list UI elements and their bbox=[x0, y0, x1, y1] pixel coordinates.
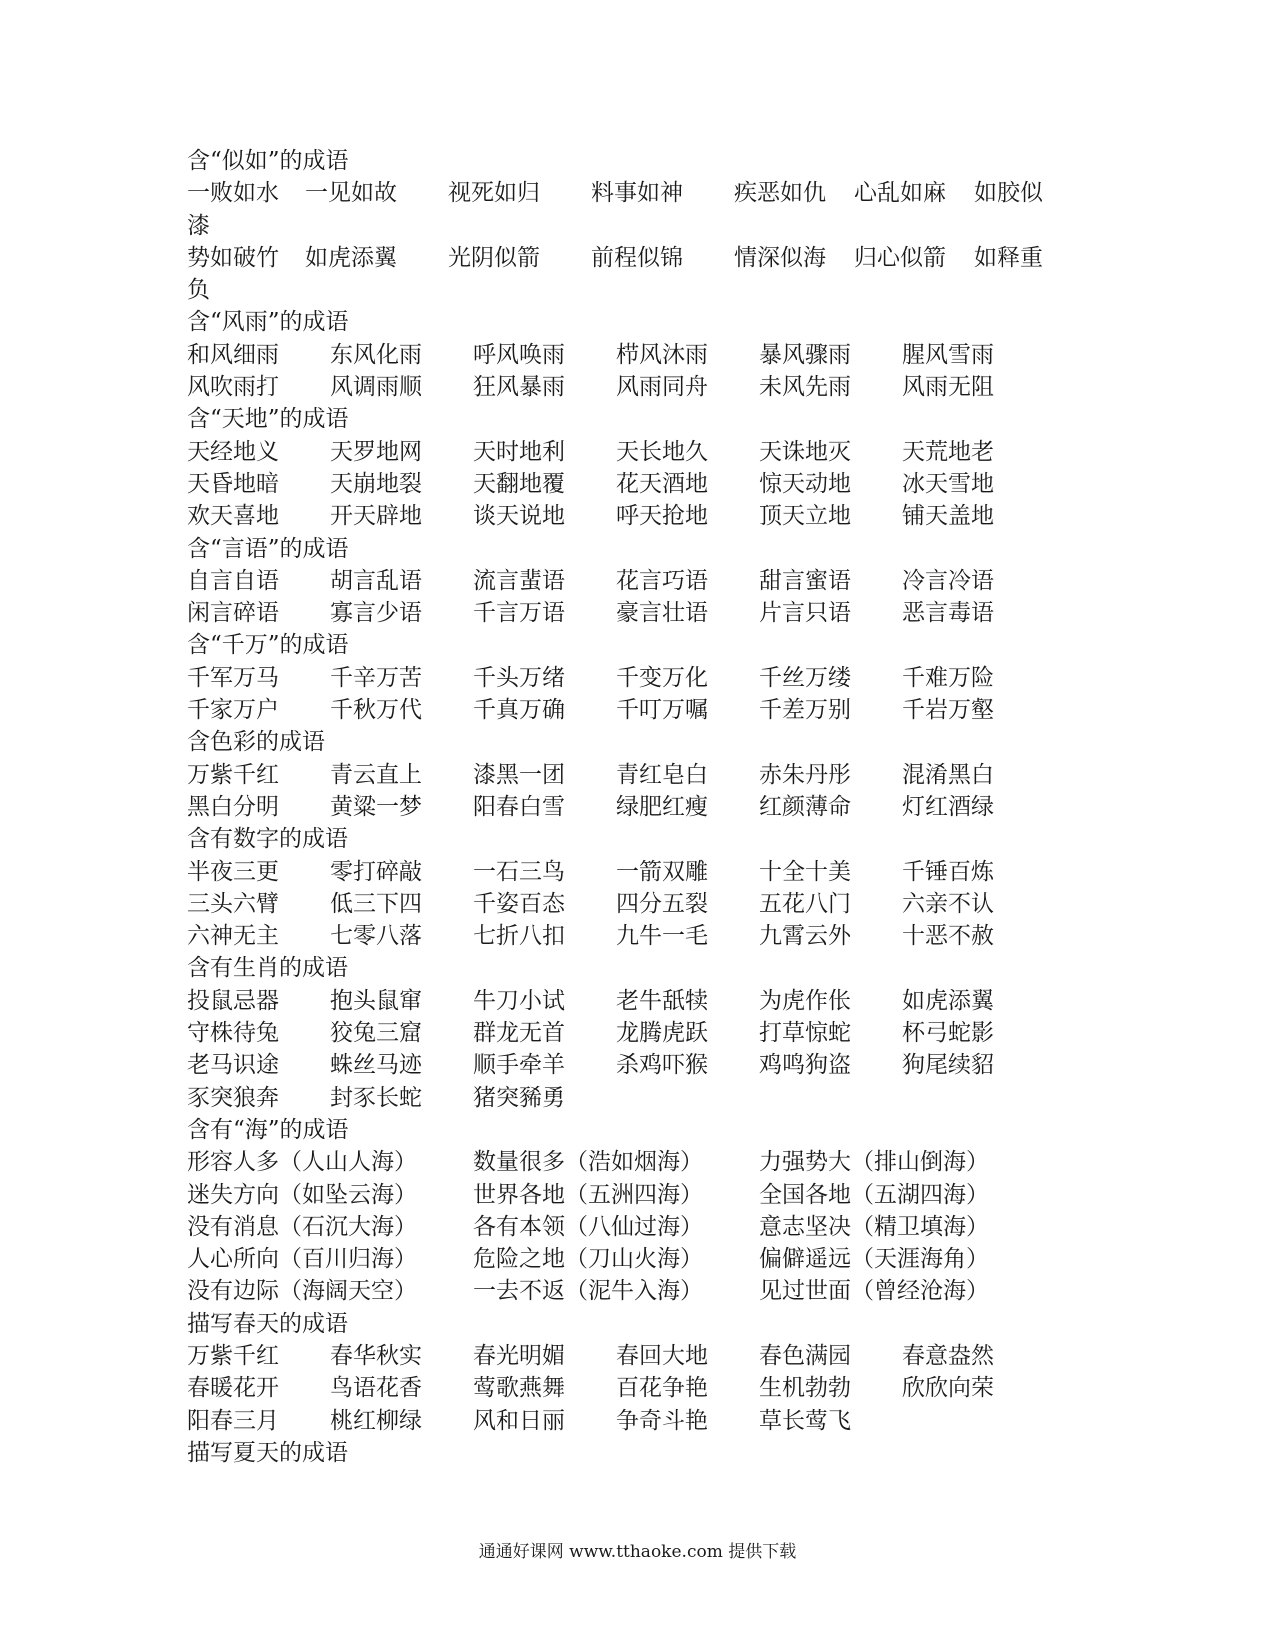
document-body bbox=[187, 145, 1087, 1469]
idiom: 风调雨顺 bbox=[330, 374, 422, 401]
idiom: 风吹雨打 bbox=[187, 374, 279, 401]
idiom: 疾恶如仇 bbox=[734, 180, 826, 207]
idiom: 开天辟地 bbox=[330, 503, 422, 530]
idiom: 风和日丽 bbox=[473, 1407, 565, 1434]
section-heading: 含色彩的成语 bbox=[187, 729, 325, 756]
idiom: 天崩地裂 bbox=[330, 470, 422, 497]
idiom: 草长莺飞 bbox=[759, 1407, 851, 1434]
idiom: 闲言碎语 bbox=[187, 600, 279, 627]
idiom: 意志坚决（精卫填海） bbox=[759, 1213, 989, 1240]
idiom: 狗尾续貂 bbox=[902, 1052, 994, 1079]
idiom: 谈天说地 bbox=[473, 503, 565, 530]
idiom-row bbox=[187, 1243, 1087, 1275]
idiom: 天诛地灭 bbox=[759, 438, 851, 465]
idiom: 九牛一毛 bbox=[616, 923, 708, 950]
idiom-row bbox=[187, 888, 1087, 920]
idiom: 人心所向（百川归海） bbox=[187, 1246, 417, 1273]
idiom: 零打碎敲 bbox=[330, 858, 422, 885]
idiom: 料事如神 bbox=[591, 180, 683, 207]
idiom: 没有边际（海阔天空） bbox=[187, 1278, 417, 1305]
idiom: 寡言少语 bbox=[330, 600, 422, 627]
idiom: 千言万语 bbox=[473, 600, 565, 627]
idiom: 形容人多（人山人海） bbox=[187, 1149, 417, 1176]
idiom: 千军万马 bbox=[187, 664, 279, 691]
section-heading: 含有生肖的成语 bbox=[187, 955, 348, 982]
section-heading: 含“千万”的成语 bbox=[187, 632, 349, 659]
idiom-row bbox=[187, 371, 1087, 403]
idiom: 一石三鸟 bbox=[473, 858, 565, 885]
idiom-row bbox=[187, 759, 1087, 791]
idiom: 风雨无阻 bbox=[902, 374, 994, 401]
idiom: 风雨同舟 bbox=[616, 374, 708, 401]
idiom: 青云直上 bbox=[330, 761, 422, 788]
idiom-row bbox=[187, 177, 1087, 209]
idiom: 视死如归 bbox=[448, 180, 540, 207]
idiom: 猪突豨勇 bbox=[473, 1084, 565, 1111]
page-footer: 通通好课网 www.tthaoke.com 提供下载 bbox=[478, 1542, 797, 1562]
idiom: 惊天动地 bbox=[759, 470, 851, 497]
idiom: 桃红柳绿 bbox=[330, 1407, 422, 1434]
idiom: 漆 bbox=[187, 212, 210, 239]
section-heading: 描写春天的成语 bbox=[187, 1310, 348, 1337]
section-heading: 含有“海”的成语 bbox=[187, 1116, 349, 1143]
idiom: 如虎添翼 bbox=[305, 244, 397, 271]
idiom-row bbox=[187, 1340, 1087, 1372]
idiom: 迷失方向（如坠云海） bbox=[187, 1181, 417, 1208]
idiom: 天时地利 bbox=[473, 438, 565, 465]
idiom: 七零八落 bbox=[330, 923, 422, 950]
idiom: 低三下四 bbox=[330, 890, 422, 917]
idiom: 投鼠忌器 bbox=[187, 987, 279, 1014]
idiom-row bbox=[187, 1211, 1087, 1243]
idiom: 蛛丝马迹 bbox=[330, 1052, 422, 1079]
idiom: 如释重 bbox=[974, 244, 1043, 271]
idiom-row bbox=[187, 242, 1087, 274]
idiom: 春回大地 bbox=[616, 1342, 708, 1369]
idiom-row bbox=[187, 856, 1087, 888]
idiom: 漆黑一团 bbox=[473, 761, 565, 788]
idiom: 情深似海 bbox=[734, 244, 826, 271]
idiom: 千头万绪 bbox=[473, 664, 565, 691]
idiom-row bbox=[187, 210, 1087, 242]
idiom: 天罗地网 bbox=[330, 438, 422, 465]
idiom: 顶天立地 bbox=[759, 503, 851, 530]
idiom: 流言蜚语 bbox=[473, 567, 565, 594]
idiom: 欢天喜地 bbox=[187, 503, 279, 530]
idiom-row bbox=[187, 662, 1087, 694]
idiom: 春色满园 bbox=[759, 1342, 851, 1369]
idiom-row bbox=[187, 791, 1087, 823]
idiom: 如胶似 bbox=[974, 180, 1043, 207]
idiom: 栉风沐雨 bbox=[616, 341, 708, 368]
idiom: 狂风暴雨 bbox=[473, 374, 565, 401]
idiom: 东风化雨 bbox=[330, 341, 422, 368]
idiom: 万紫千红 bbox=[187, 761, 279, 788]
idiom-row bbox=[187, 1405, 1087, 1437]
idiom-row bbox=[187, 500, 1087, 532]
idiom: 千姿百态 bbox=[473, 890, 565, 917]
idiom: 呼天抢地 bbox=[616, 503, 708, 530]
idiom: 春意盎然 bbox=[902, 1342, 994, 1369]
idiom: 铺天盖地 bbox=[902, 503, 994, 530]
idiom: 黄粱一梦 bbox=[330, 793, 422, 820]
idiom: 守株待兔 bbox=[187, 1020, 279, 1047]
idiom: 顺手牵羊 bbox=[473, 1052, 565, 1079]
idiom-row bbox=[187, 597, 1087, 629]
idiom: 归心似箭 bbox=[854, 244, 946, 271]
idiom: 老马识途 bbox=[187, 1052, 279, 1079]
idiom-row bbox=[187, 1372, 1087, 1404]
idiom: 千岩万壑 bbox=[902, 697, 994, 724]
idiom: 百花争艳 bbox=[616, 1375, 708, 1402]
idiom: 十全十美 bbox=[759, 858, 851, 885]
idiom-row bbox=[187, 1179, 1087, 1211]
idiom: 暴风骤雨 bbox=[759, 341, 851, 368]
section-heading: 含“天地”的成语 bbox=[187, 406, 349, 433]
idiom: 十恶不赦 bbox=[902, 923, 994, 950]
idiom: 六亲不认 bbox=[902, 890, 994, 917]
idiom: 黑白分明 bbox=[187, 793, 279, 820]
idiom: 半夜三更 bbox=[187, 858, 279, 885]
idiom: 力强势大（排山倒海） bbox=[759, 1149, 989, 1176]
idiom: 千真万确 bbox=[473, 697, 565, 724]
idiom: 为虎作伥 bbox=[759, 987, 851, 1014]
idiom: 六神无主 bbox=[187, 923, 279, 950]
section-heading: 含“似如”的成语 bbox=[187, 148, 349, 174]
idiom: 一败如水 bbox=[187, 180, 279, 207]
idiom: 千差万别 bbox=[759, 697, 851, 724]
idiom: 花言巧语 bbox=[616, 567, 708, 594]
idiom: 九霄云外 bbox=[759, 923, 851, 950]
idiom: 七折八扣 bbox=[473, 923, 565, 950]
idiom: 三头六臂 bbox=[187, 890, 279, 917]
idiom: 光阴似箭 bbox=[448, 244, 540, 271]
idiom: 千家万户 bbox=[187, 697, 279, 724]
idiom: 千叮万嘱 bbox=[616, 697, 708, 724]
idiom: 绿肥红瘦 bbox=[616, 793, 708, 820]
idiom: 天翻地覆 bbox=[473, 470, 565, 497]
idiom-row bbox=[187, 1146, 1087, 1178]
idiom: 牛刀小试 bbox=[473, 987, 565, 1014]
idiom: 负 bbox=[187, 277, 210, 304]
idiom: 一见如故 bbox=[305, 180, 397, 207]
idiom: 天荒地老 bbox=[902, 438, 994, 465]
idiom: 青红皂白 bbox=[616, 761, 708, 788]
idiom: 鸡鸣狗盗 bbox=[759, 1052, 851, 1079]
idiom: 呼风唤雨 bbox=[473, 341, 565, 368]
idiom: 各有本领（八仙过海） bbox=[473, 1213, 703, 1240]
idiom-row bbox=[187, 1082, 1087, 1114]
idiom: 四分五裂 bbox=[616, 890, 708, 917]
idiom: 天昏地暗 bbox=[187, 470, 279, 497]
idiom-row bbox=[187, 468, 1087, 500]
idiom: 万紫千红 bbox=[187, 1342, 279, 1369]
idiom: 片言只语 bbox=[759, 600, 851, 627]
section-heading: 含“言语”的成语 bbox=[187, 535, 349, 562]
idiom-row bbox=[187, 1049, 1087, 1081]
idiom: 世界各地（五洲四海） bbox=[473, 1181, 703, 1208]
section-heading: 描写夏天的成语 bbox=[187, 1439, 348, 1466]
idiom: 天长地久 bbox=[616, 438, 708, 465]
idiom: 欣欣向荣 bbox=[902, 1375, 994, 1402]
idiom-row bbox=[187, 985, 1087, 1017]
idiom: 胡言乱语 bbox=[330, 567, 422, 594]
idiom: 心乱如麻 bbox=[854, 180, 946, 207]
idiom: 千锤百炼 bbox=[902, 858, 994, 885]
idiom: 阳春白雪 bbox=[473, 793, 565, 820]
idiom: 全国各地（五湖四海） bbox=[759, 1181, 989, 1208]
idiom: 天经地义 bbox=[187, 438, 279, 465]
idiom: 红颜薄命 bbox=[759, 793, 851, 820]
idiom: 豪言壮语 bbox=[616, 600, 708, 627]
idiom: 灯红酒绿 bbox=[902, 793, 994, 820]
idiom: 群龙无首 bbox=[473, 1020, 565, 1047]
idiom: 甜言蜜语 bbox=[759, 567, 851, 594]
idiom: 千秋万代 bbox=[330, 697, 422, 724]
idiom-row bbox=[187, 1017, 1087, 1049]
idiom-row bbox=[187, 565, 1087, 597]
idiom: 数量很多（浩如烟海） bbox=[473, 1149, 703, 1176]
idiom-row bbox=[187, 694, 1087, 726]
idiom: 花天酒地 bbox=[616, 470, 708, 497]
idiom-row bbox=[187, 436, 1087, 468]
idiom: 莺歌燕舞 bbox=[473, 1375, 565, 1402]
idiom: 赤朱丹彤 bbox=[759, 761, 851, 788]
idiom: 见过世面（曾经沧海） bbox=[759, 1278, 989, 1305]
section-heading: 含“风雨”的成语 bbox=[187, 309, 349, 336]
idiom: 狡兔三窟 bbox=[330, 1020, 422, 1047]
idiom-row bbox=[187, 274, 1087, 306]
idiom: 打草惊蛇 bbox=[759, 1020, 851, 1047]
idiom: 杀鸡吓猴 bbox=[616, 1052, 708, 1079]
idiom: 老牛舐犊 bbox=[616, 987, 708, 1014]
idiom: 春光明媚 bbox=[473, 1342, 565, 1369]
idiom: 豕突狼奔 bbox=[187, 1084, 279, 1111]
idiom: 没有消息（石沉大海） bbox=[187, 1213, 417, 1240]
idiom: 千丝万缕 bbox=[759, 664, 851, 691]
idiom: 争奇斗艳 bbox=[616, 1407, 708, 1434]
idiom: 阳春三月 bbox=[187, 1407, 279, 1434]
idiom-row bbox=[187, 339, 1087, 371]
idiom: 春暖花开 bbox=[187, 1375, 279, 1402]
idiom: 龙腾虎跃 bbox=[616, 1020, 708, 1047]
idiom: 和风细雨 bbox=[187, 341, 279, 368]
idiom: 势如破竹 bbox=[187, 244, 279, 271]
idiom: 鸟语花香 bbox=[330, 1375, 422, 1402]
idiom: 生机勃勃 bbox=[759, 1375, 851, 1402]
idiom: 一箭双雕 bbox=[616, 858, 708, 885]
idiom: 混淆黑白 bbox=[902, 761, 994, 788]
idiom: 杯弓蛇影 bbox=[902, 1020, 994, 1047]
idiom: 五花八门 bbox=[759, 890, 851, 917]
idiom: 春华秋实 bbox=[330, 1342, 422, 1369]
idiom: 前程似锦 bbox=[591, 244, 683, 271]
idiom-row bbox=[187, 1275, 1087, 1307]
idiom: 千变万化 bbox=[616, 664, 708, 691]
idiom: 一去不返（泥牛入海） bbox=[473, 1278, 703, 1305]
idiom: 封豕长蛇 bbox=[330, 1084, 422, 1111]
idiom: 未风先雨 bbox=[759, 374, 851, 401]
idiom: 腥风雪雨 bbox=[902, 341, 994, 368]
idiom: 恶言毒语 bbox=[902, 600, 994, 627]
idiom: 偏僻遥远（天涯海角） bbox=[759, 1246, 989, 1273]
idiom: 千辛万苦 bbox=[330, 664, 422, 691]
idiom: 冰天雪地 bbox=[902, 470, 994, 497]
idiom: 自言自语 bbox=[187, 567, 279, 594]
idiom: 抱头鼠窜 bbox=[330, 987, 422, 1014]
idiom: 如虎添翼 bbox=[902, 987, 994, 1014]
idiom: 危险之地（刀山火海） bbox=[473, 1246, 703, 1273]
idiom-row bbox=[187, 920, 1087, 952]
idiom: 千难万险 bbox=[902, 664, 994, 691]
section-heading: 含有数字的成语 bbox=[187, 826, 348, 853]
idiom: 冷言冷语 bbox=[902, 567, 994, 594]
